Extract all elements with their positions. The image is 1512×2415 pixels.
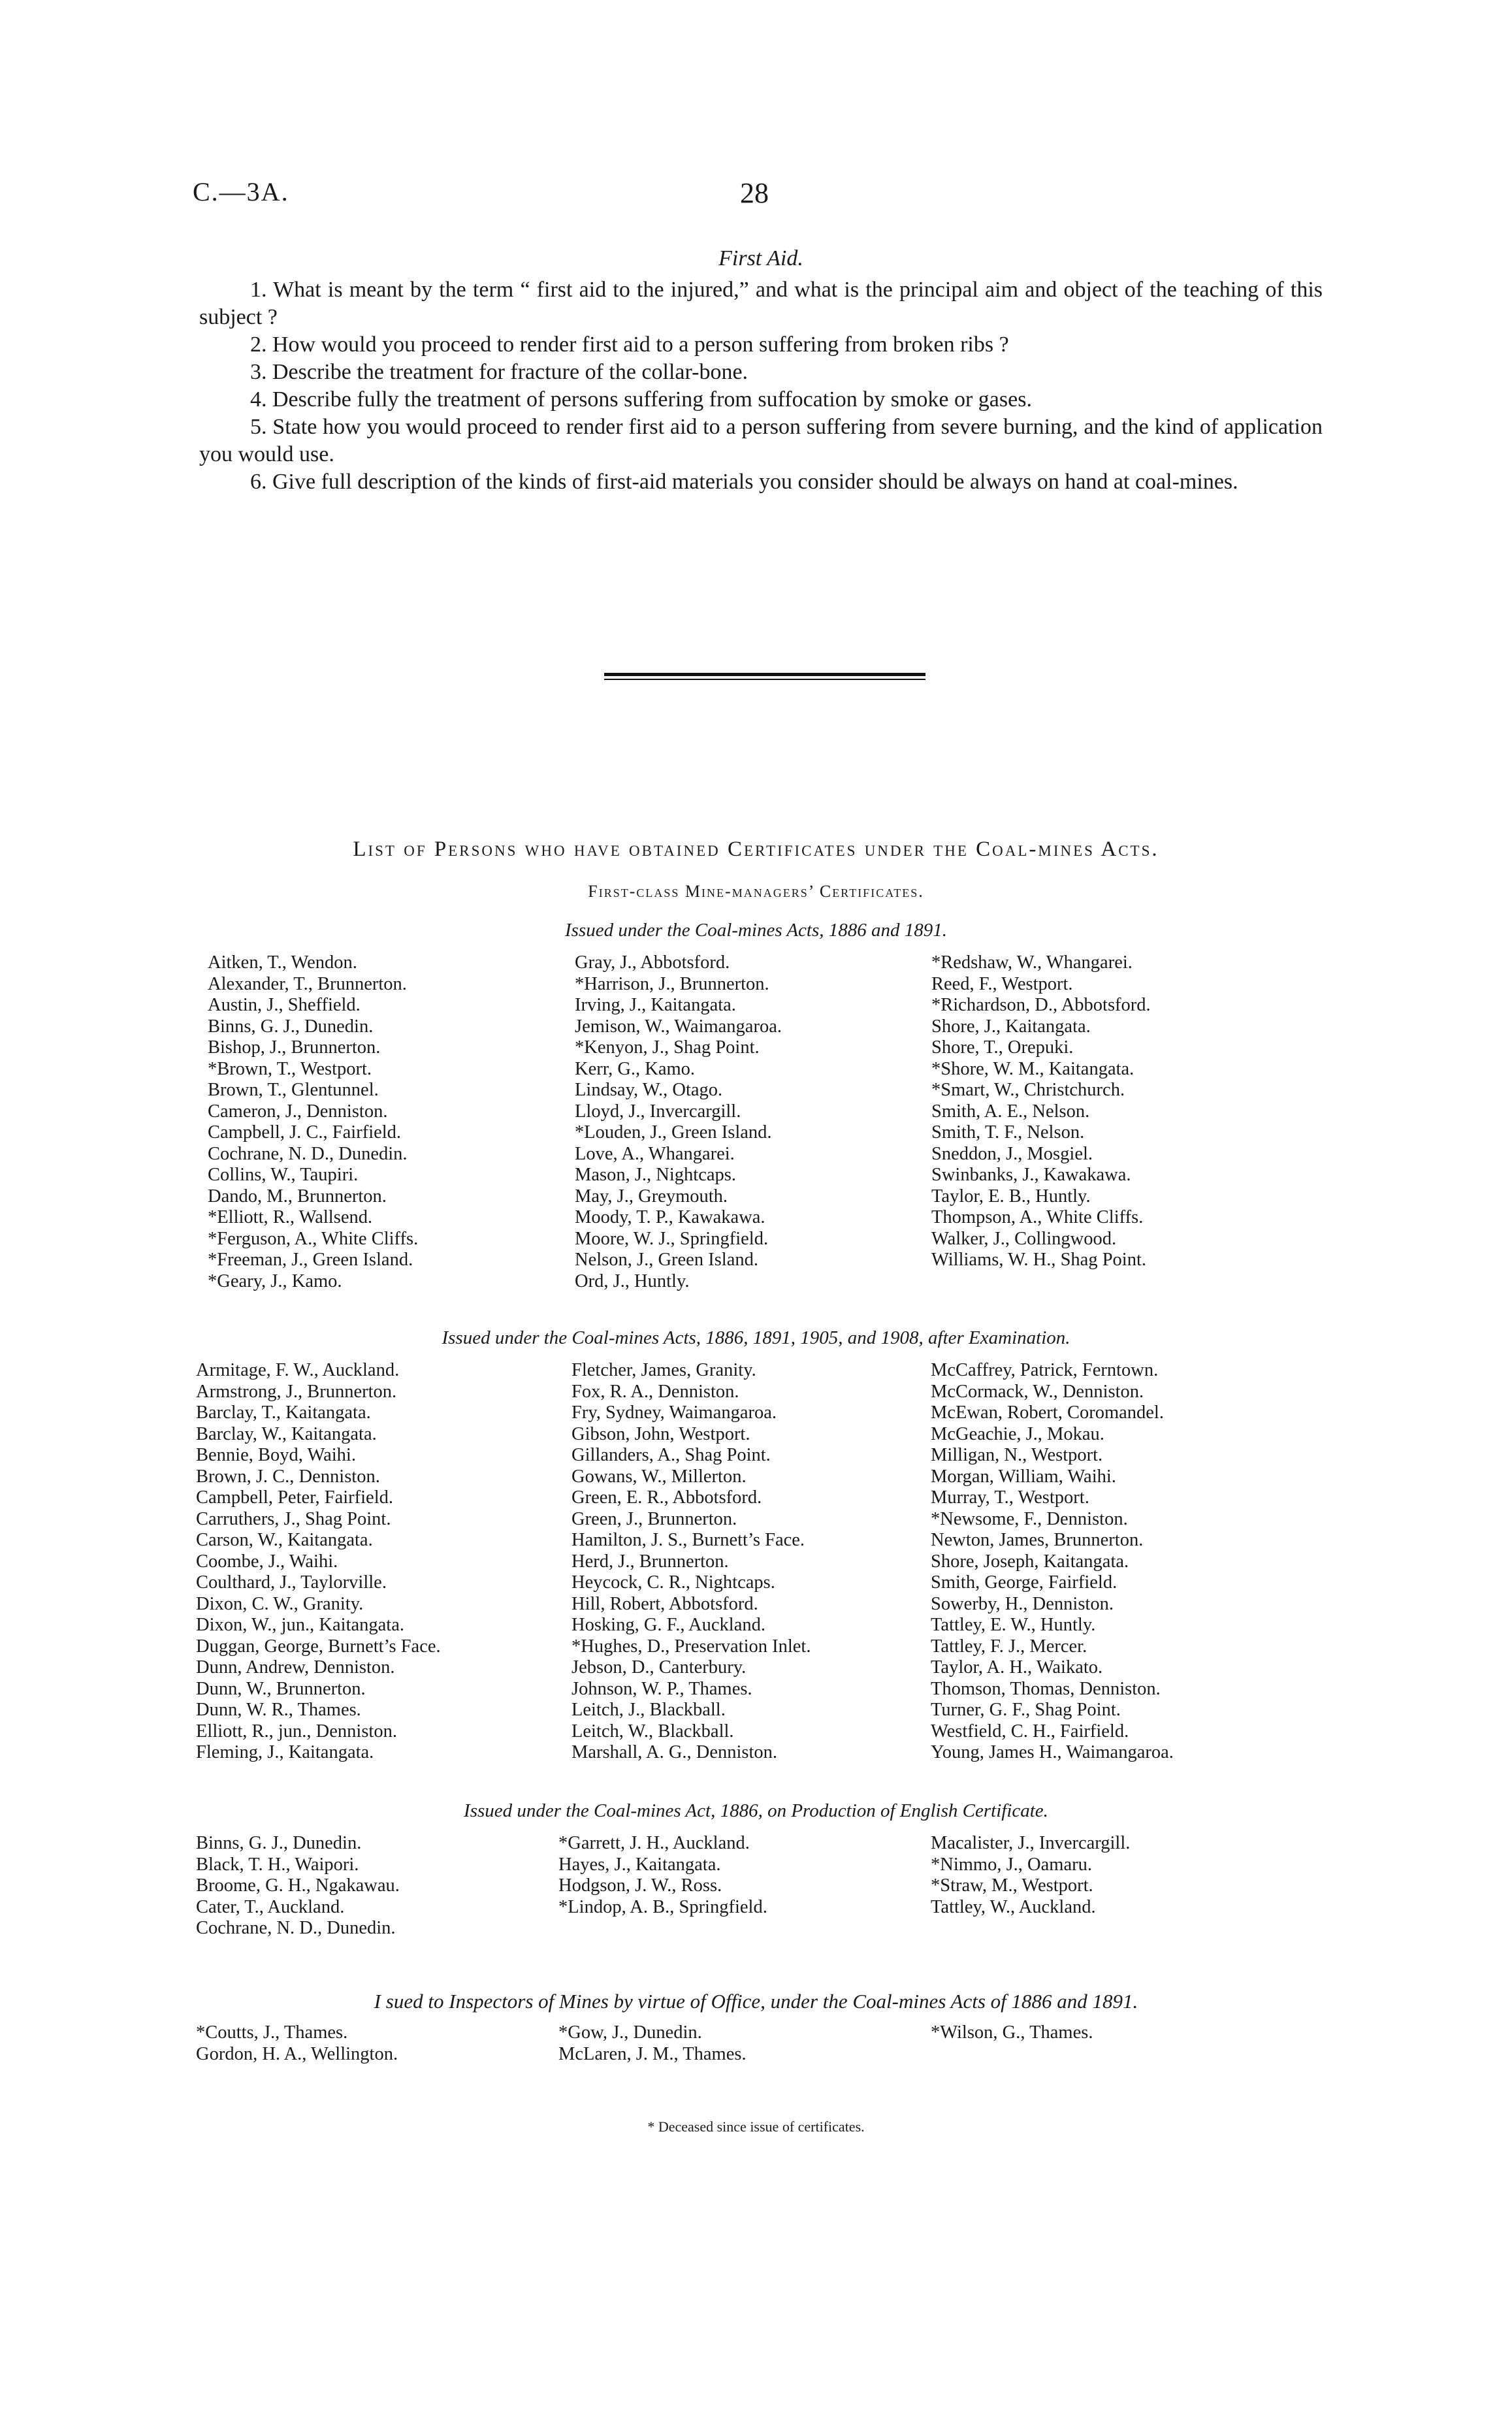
name-entry: Dixon, W., jun., Kaitangata. [196,1615,404,1635]
divider-thick-rule [604,673,925,676]
question: 2. How would you proceed to render first aid to a person suffering from broken ribs ? [250,332,1009,357]
name-entry: Brown, T., Glentunnel. [208,1080,379,1100]
name-entry: Johnson, W. P., Thames. [571,1678,752,1699]
name-entry: Armitage, F. W., Auckland. [196,1360,400,1380]
name-column [931,2022,1093,2044]
name-entry: *Coutts, J., Thames. [196,2022,348,2043]
section-heading: Issued under the Coal-mines Acts, 1886, 1891, 1905, and 1908, after Examination. [442,1327,1070,1348]
name-entry: Cochrane, N. D., Dunedin. [208,1143,408,1164]
name-column [558,1833,767,1918]
name-entry: Westfield, C. H., Fairfield. [931,1721,1129,1742]
name-entry: McCaffrey, Patrick, Ferntown. [931,1360,1159,1380]
name-entry: *Garrett, J. H., Auckland. [558,1833,750,1853]
name-entry: Leitch, J., Blackball. [571,1700,726,1720]
name-entry: Broome, G. H., Ngakawau. [196,1875,400,1896]
name-entry: Milligan, N., Westport. [931,1445,1103,1465]
name-entry: Thompson, A., White Cliffs. [931,1207,1144,1227]
name-entry: Dunn, W., Brunnerton. [196,1678,366,1699]
name-column [575,952,782,1292]
name-column [196,2022,398,2065]
name-entry: *Redshaw, W., Whangarei. [931,952,1133,973]
name-entry: *Ferguson, A., White Cliffs. [208,1228,419,1249]
name-entry: Turner, G. F., Shag Point. [931,1700,1121,1720]
name-column [931,1833,1130,1918]
name-entry: Moody, T. P., Kawakawa. [575,1207,765,1227]
section-divider [604,673,925,680]
name-entry: Austin, J., Sheffield. [208,995,361,1015]
name-entry: Duggan, George, Burnett’s Face. [196,1636,441,1657]
name-entry: *Elliott, R., Wallsend. [208,1207,373,1227]
name-entry: Shore, Joseph, Kaitangata. [931,1551,1129,1572]
name-entry: Jemison, W., Waimangaroa. [575,1016,782,1037]
page-number: 28 [740,177,769,209]
name-entry: *Louden, J., Green Island. [575,1122,772,1143]
name-entry: Gordon, H. A., Wellington. [196,2043,398,2064]
name-column [571,1360,811,1764]
question: 1. What is meant by the term “ first aid to the injured,” and what is the principal aim and object of the teaching of this subject ? [199,278,1323,329]
name-entry: Carson, W., Kaitangata. [196,1530,373,1550]
name-entry: Cameron, J., Denniston. [208,1101,388,1122]
name-entry: Hodgson, J. W., Ross. [558,1875,722,1896]
name-entry: Dando, M., Brunnerton. [208,1186,387,1207]
name-entry: Murray, T., Westport. [931,1487,1089,1508]
divider-thin-rule [604,679,925,680]
name-entry: Leitch, W., Blackball. [571,1721,734,1742]
name-entry: *Lindop, A. B., Springfield. [558,1896,767,1917]
name-entry: Macalister, J., Invercargill. [931,1833,1131,1853]
name-entry: Williams, W. H., Shag Point. [931,1250,1147,1270]
name-entry: Shore, J., Kaitangata. [931,1016,1091,1037]
question: 4. Describe fully the treatment of persons suffering from suffocation by smoke or gases. [250,387,1032,412]
name-entry: *Smart, W., Christchurch. [931,1080,1125,1100]
document-reference: C.—3A. [193,177,289,206]
name-entry: Reed, F., Westport. [931,973,1073,994]
name-entry: McEwan, Robert, Coromandel. [931,1402,1164,1423]
name-entry: Morgan, William, Waihi. [931,1466,1116,1487]
first-aid-section [199,245,1323,496]
name-entry: Aitken, T., Wendon. [208,952,357,973]
name-entry: Collins, W., Taupiri. [208,1165,359,1185]
name-entry: Thomson, Thomas, Denniston. [931,1678,1161,1699]
list-title: List of Persons who have obtained Certificates under the Coal-mines Acts. [353,837,1159,861]
name-entry: Herd, J., Brunnerton. [571,1551,729,1572]
name-entry: Coulthard, J., Taylorville. [196,1572,387,1593]
name-entry: Tattley, W., Auckland. [931,1896,1096,1917]
name-entry: Tattley, F. J., Mercer. [931,1636,1087,1657]
question: 6. Give full description of the kinds of first-aid materials you consider should be always on hand at coal-mines. [250,470,1238,494]
name-entry: *Newsome, F., Denniston. [931,1508,1128,1529]
name-column [208,952,418,1292]
page-header [193,176,1316,216]
question: 3. Describe the treatment for fracture of the collar-bone. [250,360,748,384]
name-entry: Bennie, Boyd, Waihi. [196,1445,356,1465]
name-entry: Taylor, A. H., Waikato. [931,1657,1103,1678]
name-entry: Swinbanks, J., Kawakawa. [931,1165,1131,1185]
name-entry: *Gow, J., Dunedin. [558,2022,702,2043]
name-entry: Campbell, J. C., Fairfield. [208,1122,402,1143]
name-entry: *Kenyon, J., Shag Point. [575,1037,760,1058]
name-entry: Dunn, W. R., Thames. [196,1700,361,1720]
name-entry: Newton, James, Brunnerton. [931,1530,1144,1550]
name-entry: Moore, W. J., Springfield. [575,1228,769,1249]
name-entry: Gillanders, A., Shag Point. [571,1445,771,1465]
name-entry: McGeachie, J., Mokau. [931,1423,1104,1444]
name-entry: Love, A., Whangarei. [575,1143,735,1164]
name-entry: Campbell, Peter, Fairfield. [196,1487,393,1508]
name-entry: Coombe, J., Waihi. [196,1551,338,1572]
name-entry: Smith, T. F., Nelson. [931,1122,1085,1143]
name-entry: Ord, J., Huntly. [575,1271,690,1291]
name-entry: Taylor, E. B., Huntly. [931,1186,1091,1207]
name-entry: Gowans, W., Millerton. [571,1466,747,1487]
name-entry: Fry, Sydney, Waimangaroa. [571,1402,777,1423]
name-entry: Kerr, G., Kamo. [575,1058,696,1079]
name-entry: *Richardson, D., Abbotsford. [931,995,1151,1015]
name-entry: Fletcher, James, Granity. [571,1360,756,1380]
first-aid-title: First Aid. [718,246,803,270]
name-entry: Black, T. H., Waipori. [196,1854,359,1875]
name-entry: Hayes, J., Kaitangata. [558,1854,721,1875]
name-entry: *Wilson, G., Thames. [931,2022,1093,2043]
name-entry: Hill, Robert, Abbotsford. [571,1593,758,1614]
name-entry: Young, James H., Waimangaroa. [931,1742,1174,1762]
name-entry: Lindsay, W., Otago. [575,1080,723,1100]
question: 5. State how you would proceed to render first aid to a person suffering from severe burning, and the kind of application you would use. [199,415,1323,466]
name-entry: Cater, T., Auckland. [196,1896,345,1917]
name-entry: Nelson, J., Green Island. [575,1250,758,1270]
name-entry: Mason, J., Nightcaps. [575,1165,736,1185]
name-entry: *Shore, W. M., Kaitangata. [931,1058,1134,1079]
name-entry: *Harrison, J., Brunnerton. [575,973,769,994]
name-entry: Walker, J., Collingwood. [931,1228,1117,1249]
name-column [558,2022,747,2065]
name-column [931,952,1151,1271]
name-entry: Fox, R. A., Denniston. [571,1381,739,1402]
name-entry: May, J., Greymouth. [575,1186,728,1207]
name-entry: Lloyd, J., Invercargill. [575,1101,741,1122]
name-entry: Tattley, E. W., Huntly. [931,1615,1096,1635]
name-entry: Brown, J. C., Denniston. [196,1466,380,1487]
name-entry: McCormack, W., Denniston. [931,1381,1144,1402]
name-column [196,1360,441,1764]
name-entry: Heycock, C. R., Nightcaps. [571,1572,775,1593]
name-column [196,1833,400,1939]
name-entry: *Geary, J., Kamo. [208,1271,342,1291]
section-heading: Issued under the Coal-mines Acts, 1886 and 1891. [564,920,948,941]
footnote: * Deceased since issue of certificates. [647,2118,865,2135]
name-entry: Carruthers, J., Shag Point. [196,1508,391,1529]
name-entry: Alexander, T., Brunnerton. [208,973,407,994]
name-entry: Binns, G. J., Dunedin. [196,1833,362,1853]
name-column [931,1360,1174,1764]
name-entry: Bishop, J., Brunnerton. [208,1037,381,1058]
name-entry: *Hughes, D., Preservation Inlet. [571,1636,811,1657]
name-entry: Green, J., Brunnerton. [571,1508,737,1529]
name-entry: *Freeman, J., Green Island. [208,1250,413,1270]
name-entry: Fleming, J., Kaitangata. [196,1742,374,1762]
list-subtitle: First-class Mine-managers’ Certificates. [588,882,924,901]
section-heading: I sued to Inspectors of Mines by virtue of Office, under the Coal-mines Acts of 1886 and 1891. [374,1990,1138,2013]
name-entry: Armstrong, J., Brunnerton. [196,1381,397,1402]
name-entry: Smith, George, Fairfield. [931,1572,1118,1593]
name-entry: *Nimmo, J., Oamaru. [931,1854,1092,1875]
section-heading: Issued under the Coal-mines Act, 1886, on Production of English Certificate. [464,1800,1048,1821]
name-entry: Sneddon, J., Mosgiel. [931,1143,1093,1164]
name-entry: Binns, G. J., Dunedin. [208,1016,374,1037]
name-entry: Dunn, Andrew, Denniston. [196,1657,395,1678]
name-entry: *Brown, T., Westport. [208,1058,372,1079]
name-entry: Elliott, R., jun., Denniston. [196,1721,397,1742]
name-entry: McLaren, J. M., Thames. [558,2043,747,2064]
name-entry: Gray, J., Abbotsford. [575,952,730,973]
name-entry: Cochrane, N. D., Dunedin. [196,1918,396,1938]
name-entry: Hosking, G. F., Auckland. [571,1615,765,1635]
name-entry: Green, E. R., Abbotsford. [571,1487,762,1508]
name-entry: Sowerby, H., Denniston. [931,1593,1114,1614]
name-entry: Jebson, D., Canterbury. [571,1657,747,1678]
name-entry: Smith, A. E., Nelson. [931,1101,1090,1122]
name-entry: *Straw, M., Westport. [931,1875,1093,1896]
name-entry: Marshall, A. G., Denniston. [571,1742,778,1762]
name-entry: Shore, T., Orepuki. [931,1037,1074,1058]
name-entry: Barclay, T., Kaitangata. [196,1402,371,1423]
name-entry: Irving, J., Kaitangata. [575,995,736,1015]
name-entry: Gibson, John, Westport. [571,1423,750,1444]
name-entry: Hamilton, J. S., Burnett’s Face. [571,1530,805,1550]
name-entry: Barclay, W., Kaitangata. [196,1423,377,1444]
name-entry: Dixon, C. W., Granity. [196,1593,364,1614]
